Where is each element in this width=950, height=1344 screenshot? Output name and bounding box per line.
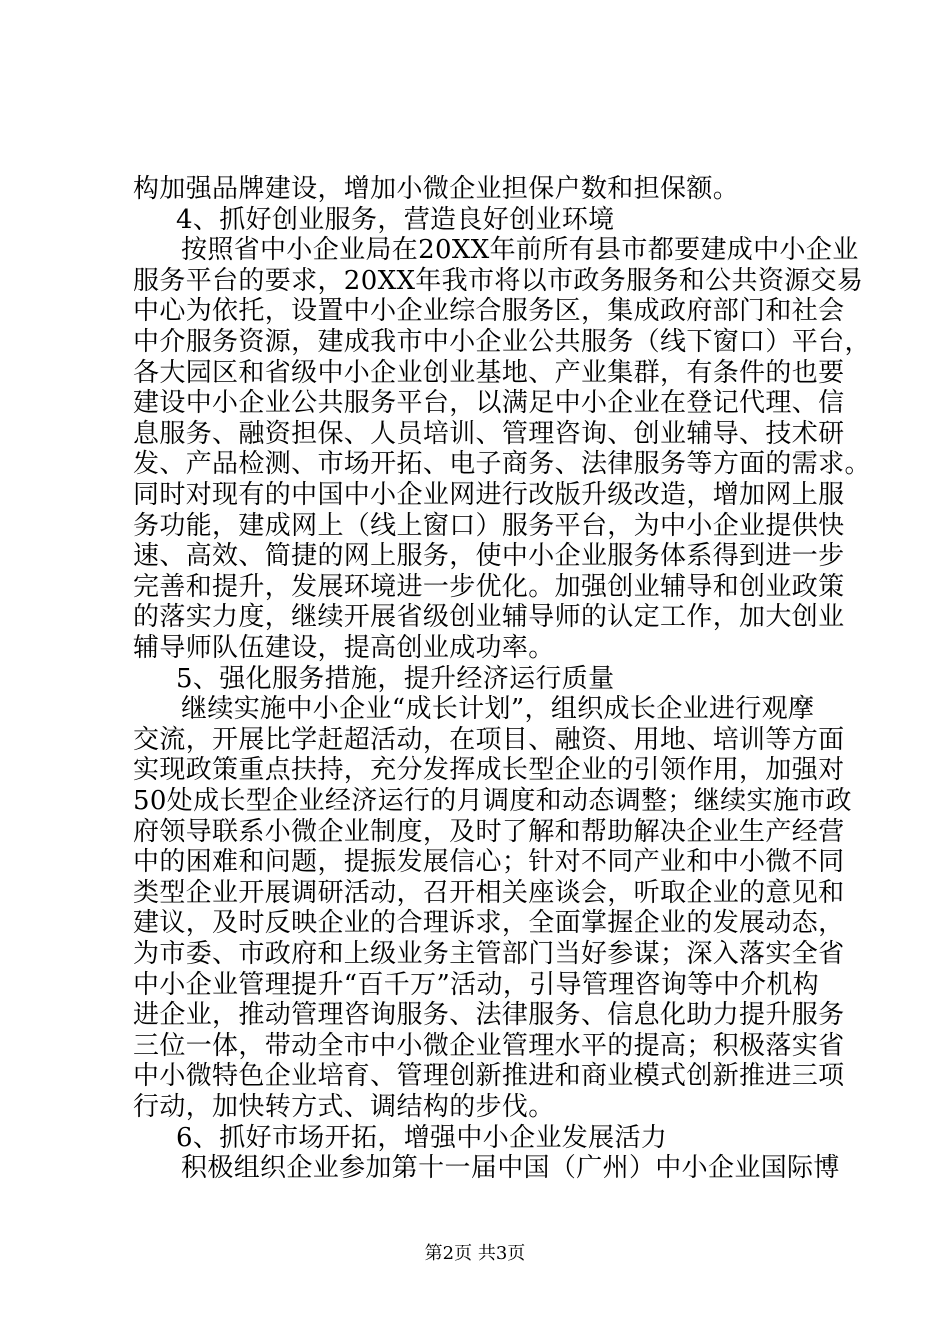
text-line: 交流，开展比学赶超活动，在项目、融资、用地、培训等方面 xyxy=(133,724,845,755)
text-line: 构加强品牌建设，增加小微企业担保户数和担保额。 xyxy=(133,174,740,204)
text-line: 三位一体，带动全市中小微企业管理水平的提高；积极落实省 xyxy=(133,1030,845,1061)
text-line: 积极组织企业参加第十一届中国（广州）中小企业国际博 xyxy=(181,1153,840,1184)
text-line: 建议，及时反映企业的合理诉求，全面掌握企业的发展动态， xyxy=(133,908,845,939)
page-indicator: 第2页 共3页 xyxy=(424,1243,526,1264)
section-heading: 6、抓好市场开拓，增强中小企业发展活力 xyxy=(176,1122,668,1153)
text-line: 中小微特色企业培育、管理创新推进和商业模式创新推进三项 xyxy=(133,1061,845,1092)
text-line: 同时对现有的中国中小企业网进行改版升级改造，增加网上服 xyxy=(133,480,845,510)
text-line: 实现政策重点扶持，充分发挥成长型企业的引领作用，加强对 xyxy=(133,755,845,786)
text-line: 继续实施中小企业“成长计划”，组织成长企业进行观摩 xyxy=(181,694,815,725)
text-line: 的落实力度，继续开展省级创业辅导师的认定工作，加大创业 xyxy=(133,602,845,633)
text-line: 中介服务资源，建成我市中小企业公共服务（线下窗口）平台， xyxy=(133,327,871,357)
text-line: 息服务、融资担保、人员培训、管理咨询、创业辅导、技术研 xyxy=(133,418,845,449)
text-line: 辅导师队伍建设，提高创业成功率。 xyxy=(133,633,555,663)
text-line: 50处成长型企业经济运行的月调度和动态调整；继续实施市政 xyxy=(133,786,852,816)
text-line: 类型企业开展调研活动，召开相关座谈会，听取企业的意见和 xyxy=(133,877,845,908)
text-line: 速、高效、简捷的网上服务，使中小企业服务体系得到进一步 xyxy=(133,541,845,572)
text-line: 中小企业管理提升“百千万”活动，引导管理咨询等中介机构 xyxy=(133,969,820,1000)
text-line: 发、产品检测、市场开拓、电子商务、法律服务等方面的需求。 xyxy=(133,449,871,480)
text-line: 完善和提升，发展环境进一步优化。加强创业辅导和创业政策 xyxy=(133,571,845,602)
text-line: 府领导联系小微企业制度，及时了解和帮助解决企业生产经营 xyxy=(133,816,845,847)
text-line: 为市委、市政府和上级业务主管部门当好参谋；深入落实全省 xyxy=(133,939,845,969)
text-line: 按照省中小企业局在20XX年前所有县市都要建成中小企业 xyxy=(181,235,859,266)
section-heading: 4、抓好创业服务，营造良好创业环境 xyxy=(176,204,615,235)
text-line: 服务平台的要求，20XX年我市将以市政务服务和公共资源交易 xyxy=(133,265,864,296)
text-line: 行动，加快转方式、调结构的步伐。 xyxy=(133,1092,555,1122)
section-heading: 5、强化服务措施，提升经济运行质量 xyxy=(176,663,615,694)
text-line: 中心为依托，设置中小企业综合服务区，集成政府部门和社会 xyxy=(133,296,845,327)
text-line: 建设中小企业公共服务平台，以满足中小企业在登记代理、信 xyxy=(133,388,845,419)
text-line: 务功能，建成网上（线上窗口）服务平台，为中小企业提供快 xyxy=(133,510,845,541)
text-line: 中的困难和问题，提振发展信心；针对不同产业和中小微不同 xyxy=(133,847,845,878)
text-line: 进企业，推动管理咨询服务、法律服务、信息化助力提升服务 xyxy=(133,1000,845,1031)
text-line: 各大园区和省级中小企业创业基地、产业集群，有条件的也要 xyxy=(133,357,845,388)
